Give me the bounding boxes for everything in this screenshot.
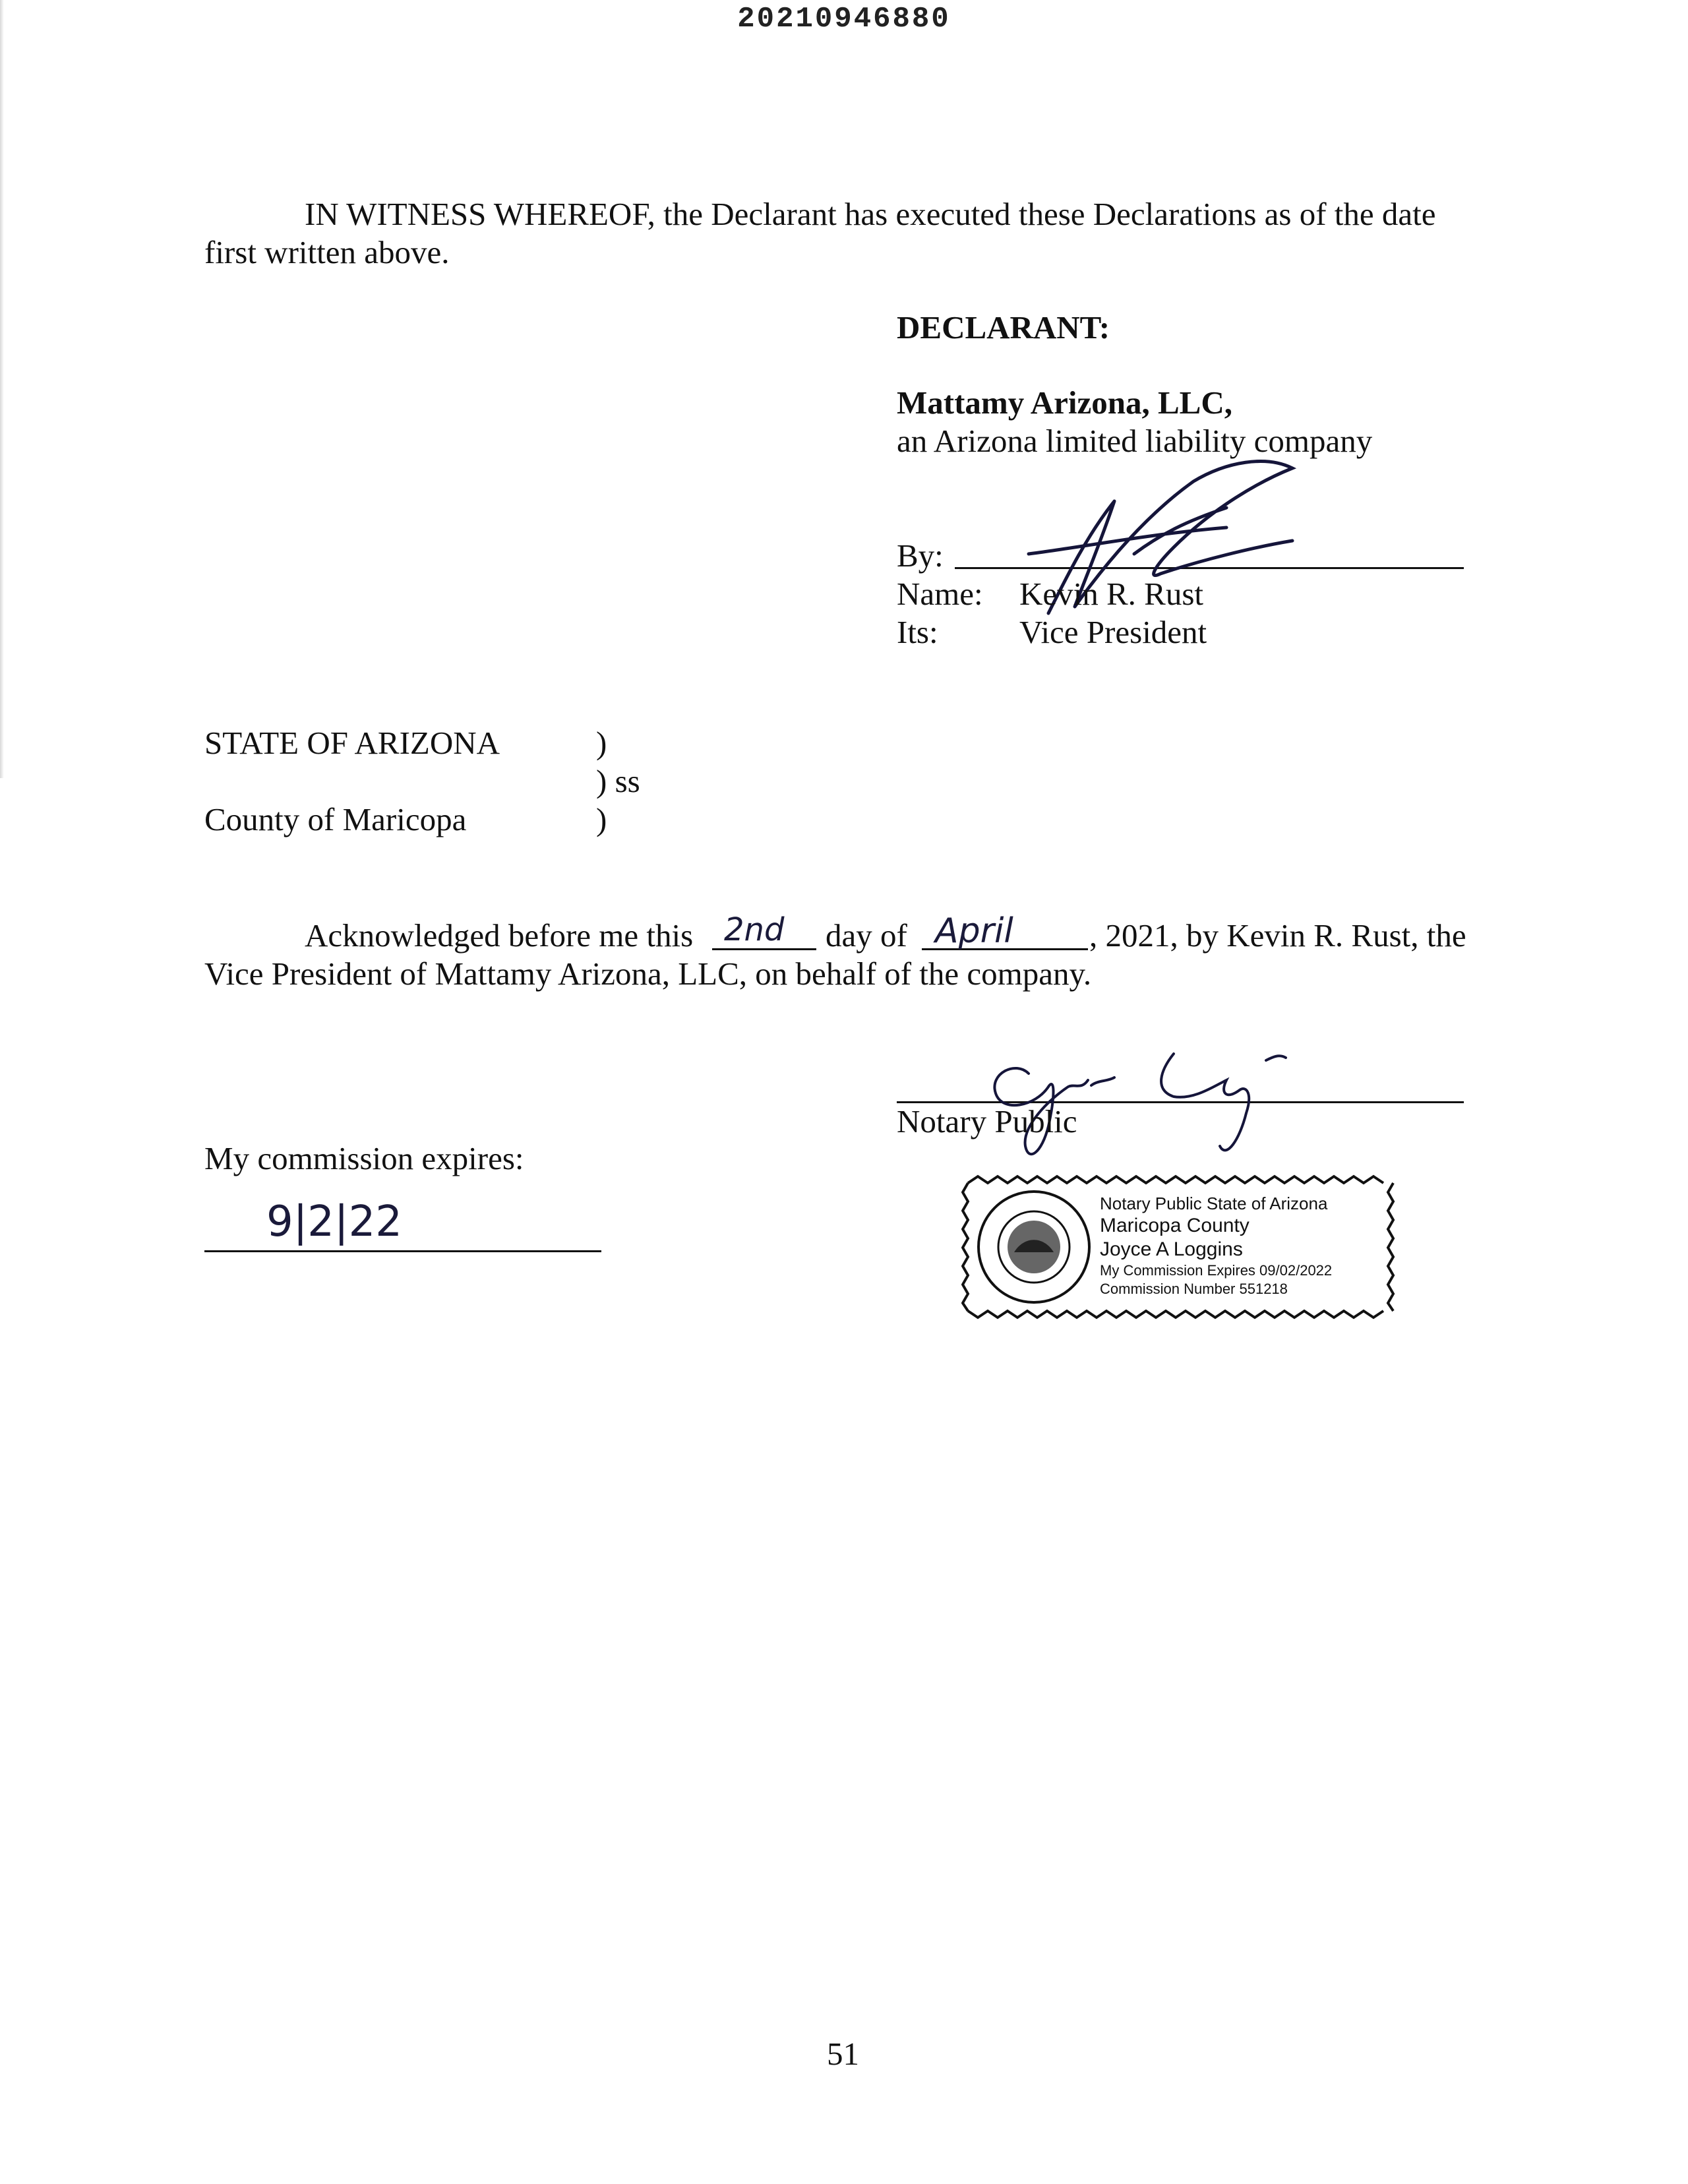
seal-line-5: Commission Number 551218 — [1100, 1281, 1288, 1297]
ack-part-2: day of — [826, 917, 907, 954]
declarant-heading: DECLARANT: — [897, 309, 1110, 346]
commission-label: My commission expires: — [204, 1140, 524, 1176]
commission-handwritten: 9|2|22 — [266, 1198, 402, 1246]
month-handwritten: April — [935, 911, 1013, 951]
notary-seal — [961, 1170, 1397, 1324]
scan-edge-shadow — [0, 0, 4, 778]
commission-fill-line — [204, 1250, 601, 1252]
venue-county: County of Maricopa — [204, 801, 467, 837]
notary-public-label: Notary Public — [897, 1103, 1077, 1139]
seal-line-3: Joyce A Loggins — [1100, 1238, 1243, 1260]
declarant-company-type: an Arizona limited liability company — [897, 423, 1373, 459]
seal-line-4: My Commission Expires 09/02/2022 — [1100, 1262, 1333, 1279]
day-handwritten: 2nd — [724, 911, 785, 948]
document-number: 20210946880 — [737, 3, 951, 36]
ack-line-2: Vice President of Mattamy Arizona, LLC, on behalf of the company. — [204, 956, 1092, 992]
page-number: 51 — [827, 2036, 859, 2072]
notary-signature — [976, 1034, 1345, 1166]
its-value: Vice President — [1019, 614, 1207, 650]
declarant-company: Mattamy Arizona, LLC, — [897, 384, 1232, 421]
ack-part-1: Acknowledged before me this — [305, 917, 694, 954]
venue-paren-1: ) — [596, 725, 607, 761]
its-label: Its: — [897, 614, 938, 650]
venue-state: STATE OF ARIZONA — [204, 725, 500, 761]
seal-line-1: Notary Public State of Arizona — [1100, 1194, 1328, 1213]
venue-paren-3: ) — [596, 801, 607, 837]
venue-ss: ) ss — [596, 763, 640, 799]
day-fill-line — [712, 948, 816, 950]
name-label: Name: — [897, 576, 983, 612]
witness-line-2: first written above. — [204, 234, 450, 270]
name-value: Kevin R. Rust — [1019, 576, 1204, 612]
witness-line-1: IN WITNESS WHEREOF, the Declarant has executed these Declarations as of the date — [305, 196, 1436, 232]
by-label: By: — [897, 537, 944, 574]
seal-line-2: Maricopa County — [1100, 1215, 1250, 1236]
ack-part-3: , 2021, by Kevin R. Rust, the — [1089, 917, 1466, 954]
